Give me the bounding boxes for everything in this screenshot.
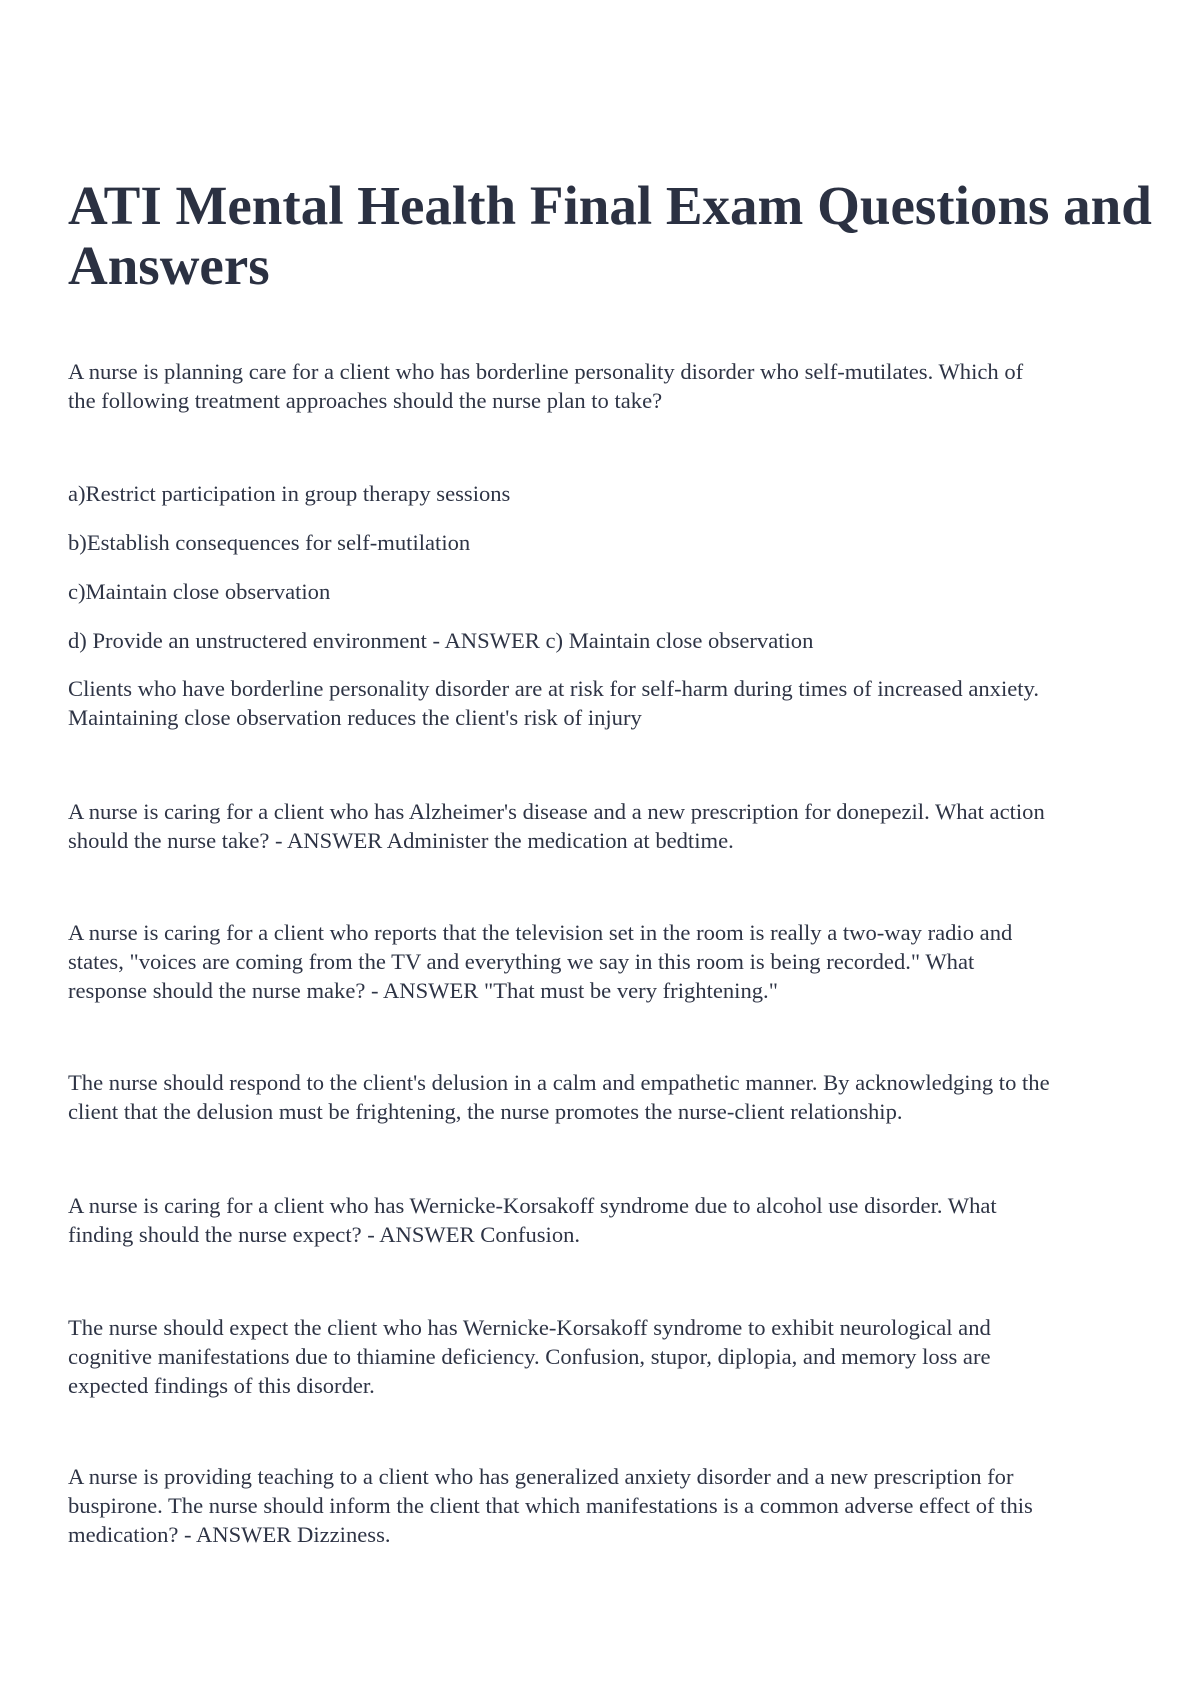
text-line: Maintaining close observation reduces the client's risk of injury [68, 705, 642, 730]
text-line: A nurse is caring for a client who reports that the television set in the room is really a two-way radio and [68, 920, 1013, 945]
option-c [68, 577, 330, 606]
question-1 [68, 357, 1023, 415]
text-line: a)Restrict participation in group therapy sessions [68, 481, 511, 506]
title-line: Answers [68, 235, 270, 296]
text-line: cognitive manifestations due to thiamine deficiency. Confusion, stupor, diplopia, and memory loss are [68, 1344, 991, 1369]
question-4 [68, 1191, 997, 1249]
explanation-3 [68, 1068, 1050, 1126]
explanation-1 [68, 674, 1039, 732]
text-line: client that the delusion must be frightening, the nurse promotes the nurse-client relationship. [68, 1099, 903, 1124]
text-line: A nurse is providing teaching to a client who has generalized anxiety disorder and a new prescription for [68, 1464, 1014, 1489]
text-line: expected findings of this disorder. [68, 1373, 375, 1398]
text-line: A nurse is caring for a client who has Wernicke-Korsakoff syndrome due to alcohol use disorder. What [68, 1193, 997, 1218]
question-3 [68, 918, 1012, 1005]
explanation-4 [68, 1313, 991, 1400]
text-line: c)Maintain close observation [68, 579, 331, 604]
text-line: states, "voices are coming from the TV and everything we say in this room is being recorded." What [68, 949, 975, 974]
text-line: should the nurse take? - ANSWER Administer the medication at bedtime. [68, 828, 734, 853]
text-line: A nurse is planning care for a client who has borderline personality disorder who self-mutilates. Which of [68, 359, 1024, 384]
question-5 [68, 1462, 1033, 1549]
text-line: The nurse should expect the client who has Wernicke-Korsakoff syndrome to exhibit neurological and [68, 1315, 991, 1340]
text-line: the following treatment approaches should the nurse plan to take? [68, 388, 663, 413]
option-a [68, 479, 510, 508]
text-line: b)Establish consequences for self-mutilation [68, 530, 471, 555]
text-line: response should the nurse make? - ANSWER "That must be very frightening." [68, 978, 778, 1003]
text-line: A nurse is caring for a client who has Alzheimer's disease and a new prescription for donepezil. What action [68, 799, 1045, 824]
text-line: finding should the nurse expect? - ANSWER Confusion. [68, 1222, 581, 1247]
text-line: Clients who have borderline personality disorder are at risk for self-harm during times of increased anxiety. [68, 676, 1040, 701]
question-2 [68, 797, 1045, 855]
text-line: medication? - ANSWER Dizziness. [68, 1522, 391, 1547]
option-b [68, 528, 470, 557]
text-line: buspirone. The nurse should inform the client that which manifestations is a common adverse effect of this [68, 1493, 1033, 1518]
text-line: d) Provide an unstructered environment - ANSWER c) Maintain close observation [68, 628, 814, 653]
document-title [68, 176, 1152, 296]
text-line: The nurse should respond to the client's delusion in a calm and empathetic manner. By acknowledging to the [68, 1070, 1050, 1095]
title-line: ATI Mental Health Final Exam Questions and [68, 175, 1152, 236]
option-d-answer [68, 626, 813, 655]
